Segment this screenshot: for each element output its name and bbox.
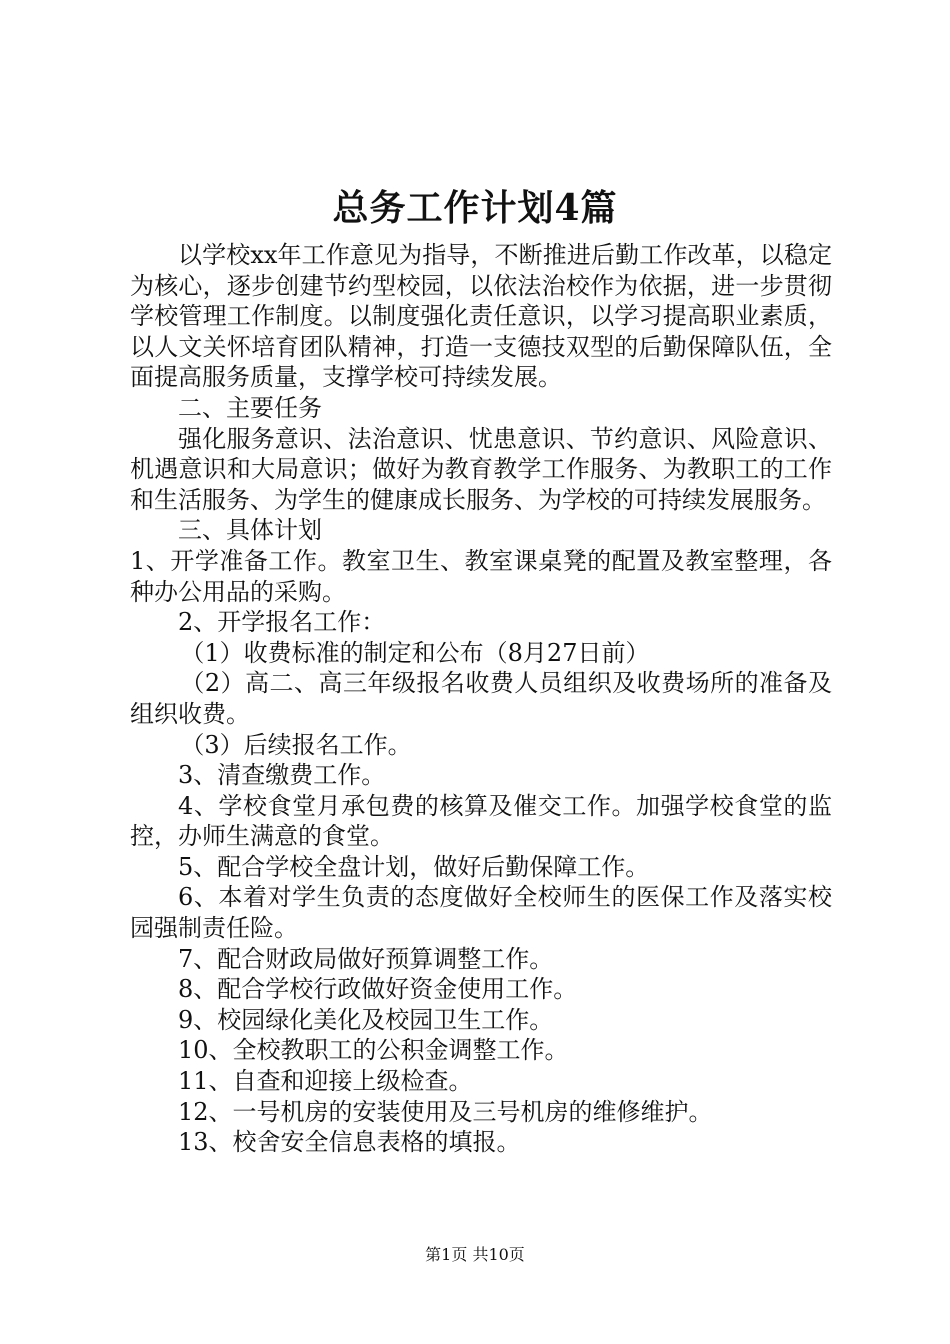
section-heading-main-tasks: 二、主要任务 <box>178 393 322 422</box>
paragraph-main-tasks: 强化服务意识、法治意识、忧患意识、节约意识、风险意识、机遇意识和大局意识；做好为教育教学工作服务、为教职工的工作和生活服务、为学生的健康成长服务、为学校的可持续发展服务。 <box>130 424 832 514</box>
document-body <box>130 240 832 1158</box>
plan-sub-item: （1）收费标准的制定和公布（8月27日前） <box>180 638 650 667</box>
document-title: 总务工作计划4篇 <box>332 187 618 229</box>
plan-item: 8、配合学校行政做好资金使用工作。 <box>178 975 578 1004</box>
plan-item: 12、一号机房的安装使用及三号机房的维修维护。 <box>178 1097 713 1126</box>
plan-item: 7、配合财政局做好预算调整工作。 <box>178 944 554 973</box>
plan-sub-item: （3）后续报名工作。 <box>180 730 412 759</box>
plan-sub-item: （2）高二、高三年级报名收费人员组织及收费场所的准备及组织收费。 <box>130 669 832 728</box>
plan-item: 5、配合学校全盘计划，做好后勤保障工作。 <box>178 852 650 881</box>
plan-item: 1、开学准备工作。教室卫生、教室课桌凳的配置及教室整理，各种办公用品的采购。 <box>130 546 832 606</box>
plan-item: 3、清查缴费工作。 <box>178 761 386 790</box>
plan-item: 10、全校教职工的公积金调整工作。 <box>178 1036 569 1065</box>
plan-item: 9、校园绿化美化及校园卫生工作。 <box>178 1005 554 1034</box>
plan-item: 6、本着对学生负责的态度做好全校师生的医保工作及落实校园强制责任险。 <box>130 883 832 943</box>
plan-item: 11、自查和迎接上级检查。 <box>178 1067 473 1096</box>
section-heading-specific-plan: 三、具体计划 <box>178 516 322 545</box>
plan-item: 13、校舍安全信息表格的填报。 <box>178 1128 521 1157</box>
plan-item: 2、开学报名工作： <box>178 608 386 637</box>
plan-item: 4、学校食堂月承包费的核算及催交工作。加强学校食堂的监控，办师生满意的食堂。 <box>130 791 832 851</box>
page-number-footer: 第1页 共10页 <box>425 1245 525 1264</box>
paragraph-intro: 以学校xx年工作意见为指导，不断推进后勤工作改革，以稳定为核心，逐步创建节约型校园，以依法治校作为依据，进一步贯彻学校管理工作制度。以制度强化责任意识，以学习提高职业素质，以人文关怀培育团队精神，打造一支德技双型的后勤保障队伍，全面提高服务质量，支撑学校可持续发展。 <box>130 241 832 392</box>
